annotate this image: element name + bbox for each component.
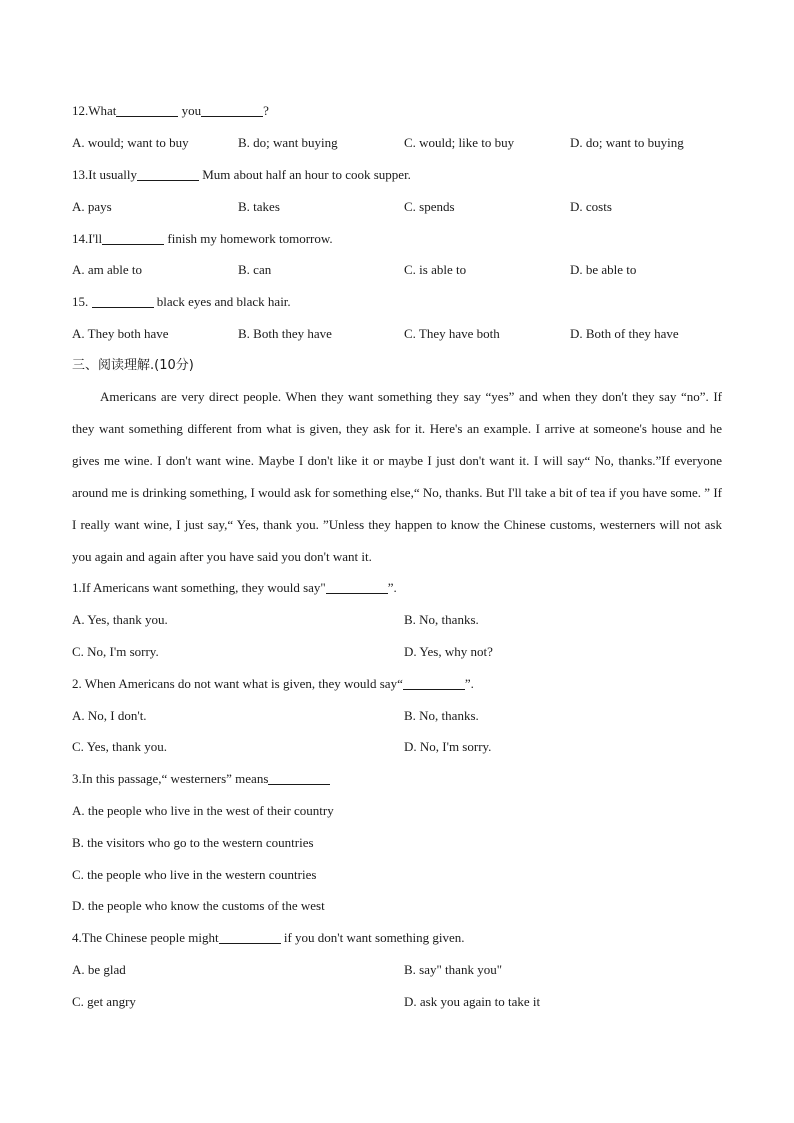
question-text: 2. When Americans do not want what is given, they would say“: [72, 676, 403, 691]
answer-blank: [219, 929, 281, 944]
options-14: [72, 261, 732, 279]
option-b: B. No, thanks.: [404, 708, 479, 723]
question-text: ”.: [387, 580, 397, 595]
option-a: A. would; want to buy: [72, 135, 189, 150]
option-a: A. am able to: [72, 262, 143, 277]
option-b: B. do; want buying: [238, 135, 338, 150]
answer-blank: [102, 230, 164, 245]
reading-question-2: [72, 675, 474, 693]
option-a: A. They both have: [72, 326, 169, 341]
reading-question-4: [72, 929, 465, 947]
option-d: D. Yes, why not?: [404, 644, 493, 659]
option-c: C. the people who live in the western countries: [72, 867, 317, 882]
answer-blank: [403, 675, 465, 690]
options-r4-row2: [72, 993, 732, 1011]
question-text: Mum about half an hour to cook supper.: [199, 167, 411, 182]
options-13: [72, 198, 732, 216]
option-a: A. be glad: [72, 962, 126, 977]
option-b: B. takes: [238, 199, 280, 214]
options-12: [72, 134, 732, 152]
answer-blank: [201, 102, 263, 117]
option-c: C. is able to: [404, 262, 467, 277]
options-r1-row2: [72, 643, 732, 661]
question-text: 12.What: [72, 103, 117, 118]
question-14: [72, 230, 333, 248]
answer-blank: [137, 166, 199, 181]
option-b: B. can: [238, 262, 272, 277]
option-d: D. the people who know the customs of the west: [72, 898, 325, 913]
question-text: 4.The Chinese people might: [72, 930, 219, 945]
option-d: D. costs: [570, 199, 612, 214]
answer-blank: [92, 293, 154, 308]
option-b: B. the visitors who go to the western countries: [72, 835, 314, 850]
answer-blank: [116, 102, 178, 117]
option-a: A. pays: [72, 199, 112, 214]
question-13: [72, 166, 411, 184]
option-c: C. No, I'm sorry.: [72, 644, 159, 659]
question-text: 15.: [72, 294, 92, 309]
option-b: B. say" thank you": [404, 962, 502, 977]
question-text: finish my homework tomorrow.: [164, 231, 333, 246]
reading-question-1: [72, 579, 397, 597]
question-text: black eyes and black hair.: [153, 294, 291, 309]
option-a: A. No, I don't.: [72, 708, 147, 723]
option-d: D. No, I'm sorry.: [404, 739, 492, 754]
option-c: C. get angry: [72, 994, 136, 1009]
reading-passage: Americans are very direct people. When they want something they say “yes” and when they don't they say “no”. If they want something different from what is given, they ask for it. Here's an example. I arrive at someone's house and he gives me wine. I don't want wine. Maybe I don't like it or maybe I just don't want it. I will say“ No, thanks.”If everyone around me is drinking something, I would ask for something else,“ No, thanks. But I'll take a bit of tea if you have some. ” If I really want wine, I just say,“ Yes, thank you. ”Unless they happen to know the Chinese customs, westerners will not ask you again and again after you have said you don't want it.: [72, 389, 722, 564]
question-12: [72, 102, 269, 120]
option-a: A. the people who live in the west of their country: [72, 803, 334, 818]
options-r4-row1: [72, 961, 732, 979]
question-15: [72, 293, 291, 311]
question-text: 14.I'll: [72, 231, 103, 246]
question-text: ”.: [464, 676, 474, 691]
options-r2-row1: [72, 707, 732, 725]
option-d: D. ask you again to take it: [404, 994, 541, 1009]
option-b: B. No, thanks.: [404, 612, 479, 627]
option-c: C. They have both: [404, 326, 500, 341]
option-d: D. be able to: [570, 262, 637, 277]
options-r2-row2: [72, 738, 732, 756]
option-b: B. Both they have: [238, 326, 332, 341]
section-title: 三、阅读理解.(10分): [72, 358, 194, 373]
question-text: 3.In this passage,“ westerners” means: [72, 771, 269, 786]
option-c: C. Yes, thank you.: [72, 739, 167, 754]
answer-blank: [268, 770, 330, 785]
reading-question-3: [72, 770, 330, 788]
option-a: A. Yes, thank you.: [72, 612, 168, 627]
question-text: 13.It usually: [72, 167, 137, 182]
options-15: [72, 325, 732, 343]
question-text: you: [178, 103, 202, 118]
option-d: D. Both of they have: [570, 326, 679, 341]
question-text: if you don't want something given.: [280, 930, 465, 945]
option-c: C. spends: [404, 199, 455, 214]
answer-blank: [326, 579, 388, 594]
options-r1-row1: [72, 611, 732, 629]
question-text: ?: [263, 103, 269, 118]
option-c: C. would; like to buy: [404, 135, 515, 150]
question-text: 1.If Americans want something, they would say": [72, 580, 326, 595]
option-d: D. do; want to buying: [570, 135, 684, 150]
